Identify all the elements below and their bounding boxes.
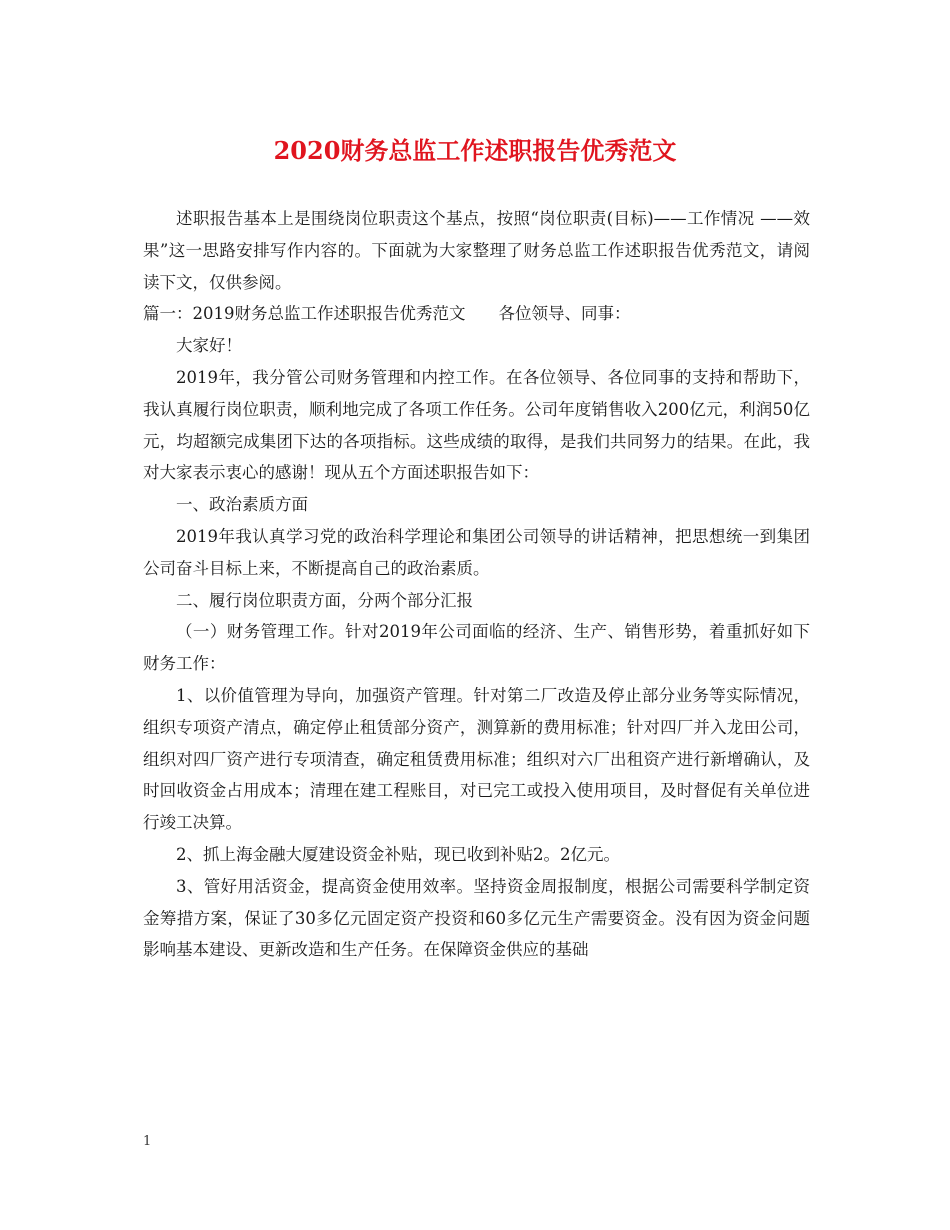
paragraph-item-2: 2、抓上海金融大厦建设资金补贴，现已收到补贴2。2亿元。 <box>176 844 620 864</box>
paragraph-heading-2: 二、履行岗位职责方面，分两个部分汇报 <box>176 590 473 610</box>
paragraph-greeting: 大家好！ <box>176 336 242 356</box>
paragraph-item-1: 1、以价值管理为导向，加强资产管理。针对第二厂改造及停止部分业务等实际情况，组织专项资产清点，确定停止租赁部分资产，测算新的费用标准；针对四厂并入龙田公司，组织对四厂资产进行专项清查，确定租赁费用标准；组织对六厂出租资产进行新增确认，及时回收资金占用成本；清理在建工程账目，对已完工或投入使用项目，及时督促有关单位进行竣工决算。 <box>143 685 810 833</box>
document-body <box>143 203 810 966</box>
paragraph-finance-mgmt: （一）财务管理工作。针对2019年公司面临的经济、生产、销售形势，着重抓好如下财务工作： <box>143 622 810 674</box>
paragraph-overview: 2019年，我分管公司财务管理和内控工作。在各位领导、各位同事的支持和帮助下，我认真履行岗位职责，顺利地完成了各项工作任务。公司年度销售收入200亿元，利润50亿元，均超额完成集团下达的各项指标。这些成绩的取得，是我们共同努力的结果。在此，我对大家表示衷心的感谢！现从五个方面述职报告如下： <box>143 367 810 483</box>
paragraph-item-3: 3、管好用活资金，提高资金使用效率。坚持资金周报制度，根据公司需要科学制定资金筹措方案，保证了30多亿元固定资产投资和60多亿元生产需要资金。没有因为资金问题影响基本建设、更新改造和生产任务。在保障资金供应的基础 <box>143 876 810 960</box>
paragraph-intro: 述职报告基本上是围绕岗位职责这个基点，按照“岗位职责(目标)——工作情况 ——效果”这一思路安排写作内容的。下面就为大家整理了财务总监工作述职报告优秀范文，请阅读下文，仅供参阅。 <box>143 209 810 292</box>
page-number: 1 <box>143 1134 152 1149</box>
paragraph-politics: 2019年我认真学习党的政治科学理论和集团公司领导的讲话精神，把思想统一到集团公司奋斗目标上来，不断提高自己的政治素质。 <box>143 526 810 578</box>
paragraph-section-heading: 篇一：2019财务总监工作述职报告优秀范文 各位领导、同事： <box>143 304 631 324</box>
paragraph-heading-1: 一、政治素质方面 <box>176 495 308 515</box>
document-title: 2020财务总监工作述职报告优秀范文 <box>273 136 677 165</box>
